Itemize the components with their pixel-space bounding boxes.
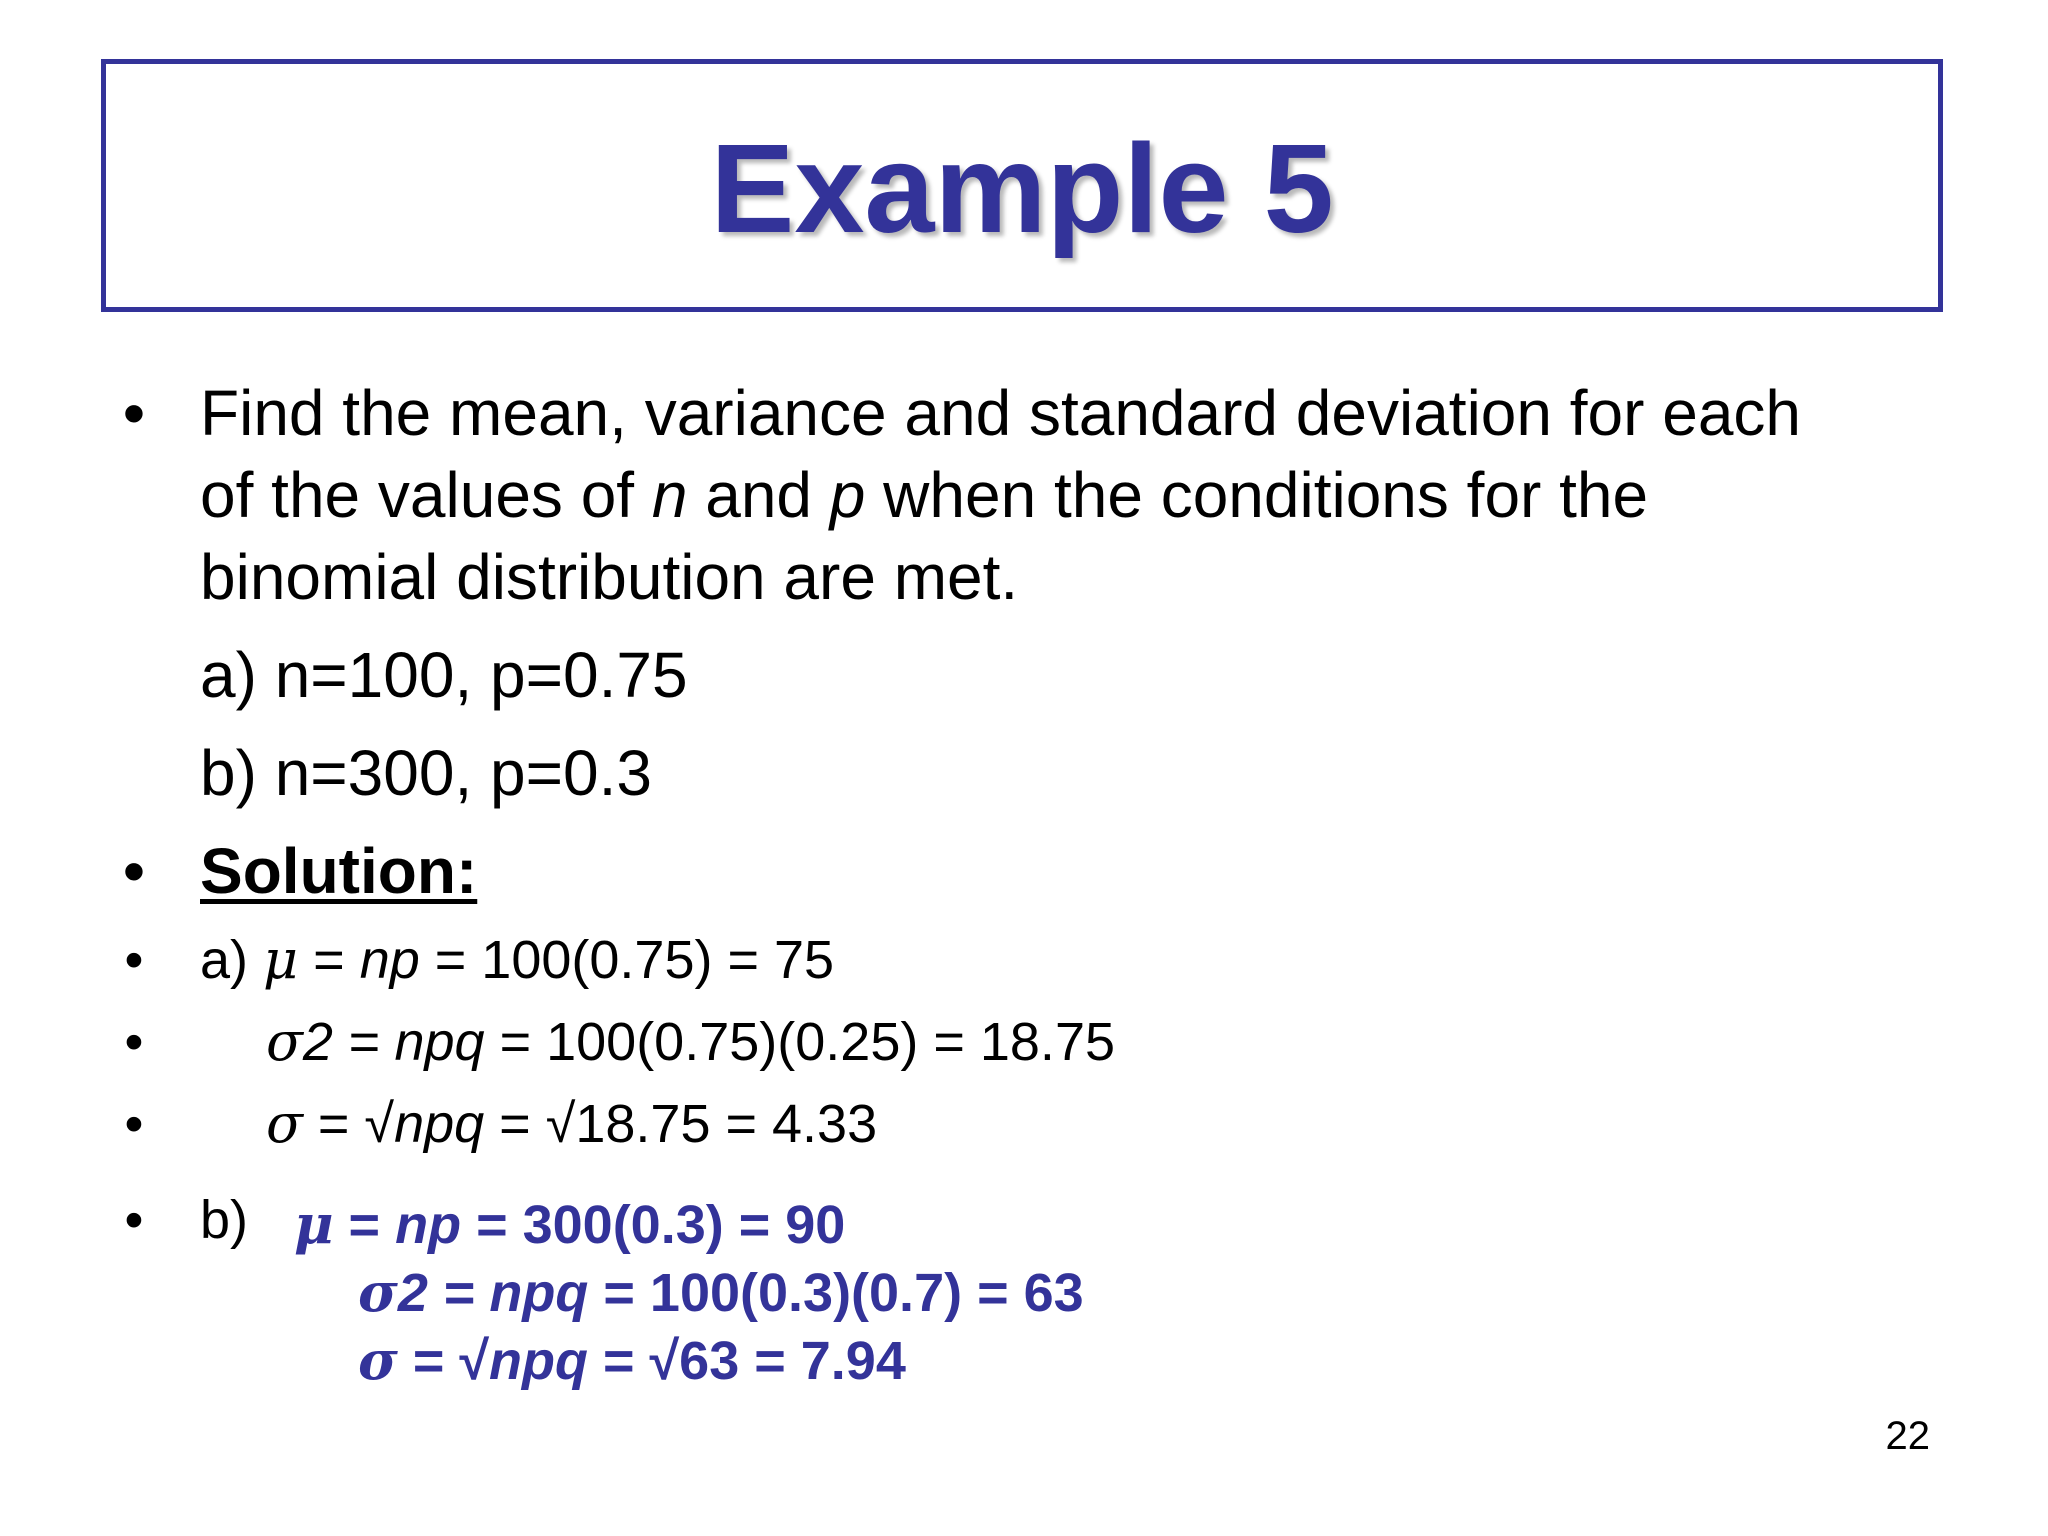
solution-a-sd: [266, 1090, 877, 1158]
problem-text: and: [687, 459, 830, 531]
title-box: [101, 59, 1943, 312]
equation-text: =: [333, 1195, 396, 1255]
solution-a-variance: [266, 1008, 1115, 1076]
npq-term: npq: [489, 1263, 589, 1323]
equation-text: = √18.75 = 4.33: [484, 1094, 878, 1154]
npq-term: npq: [489, 1331, 588, 1391]
problem-line-1: Find the mean, variance and standard deviation for each: [200, 377, 1801, 449]
problem-text: when the conditions for the: [865, 459, 1649, 531]
case-b: b) n=300, p=0.3: [200, 737, 652, 809]
np-term: np: [395, 1195, 462, 1255]
solution-b-mean: [294, 1190, 845, 1259]
equation-text: 2 =: [302, 1012, 395, 1072]
bullet: •: [124, 1012, 144, 1072]
bullet: •: [122, 377, 146, 449]
solution-label: [200, 830, 477, 912]
np-term: np: [359, 930, 420, 990]
npq-term: npq: [394, 1094, 485, 1154]
equation-text: = √: [302, 1094, 395, 1154]
equation-text: = 100(0.3)(0.7) = 63: [588, 1263, 1084, 1323]
solution-label-text: Solution:: [200, 835, 478, 907]
equation-text: = 300(0.3) = 90: [461, 1195, 846, 1255]
solution-b-variance: [358, 1258, 1084, 1327]
case-a: a) n=100, p=0.75: [200, 639, 688, 711]
npq-term: npq: [394, 1012, 485, 1072]
bullet: •: [124, 1094, 144, 1154]
var-p: p: [829, 459, 866, 531]
mu-symbol: μ: [263, 928, 299, 991]
equation-text: = 100(0.75) = 75: [419, 930, 835, 990]
solution-b-sd: [358, 1326, 906, 1395]
problem-line-2: [200, 454, 1648, 536]
case-b-prefix: b): [200, 1190, 249, 1250]
equation-text: =: [298, 930, 360, 990]
sigma-symbol: σ: [358, 1328, 398, 1392]
var-n: n: [651, 459, 688, 531]
bullet: •: [124, 930, 144, 990]
equation-text: = 100(0.75)(0.25) = 18.75: [484, 1012, 1116, 1072]
case-prefix: a): [200, 930, 264, 990]
equation-text: = √63 = 7.94: [587, 1331, 906, 1391]
equation-text: = √: [397, 1331, 490, 1391]
sigma-symbol: σ: [266, 1092, 303, 1155]
solution-a-mean: [200, 926, 834, 994]
problem-text: of the values of: [200, 459, 652, 531]
slide-title: Example 5: [710, 117, 1334, 259]
bullet: •: [124, 1190, 144, 1250]
problem-line-3: binomial distribution are met.: [200, 541, 1019, 613]
bullet: •: [122, 835, 146, 907]
equation-text: 2 =: [397, 1263, 490, 1323]
sigma-symbol: σ: [266, 1010, 303, 1073]
page-number: 22: [1885, 1414, 1930, 1458]
mu-symbol: μ: [294, 1192, 334, 1256]
sigma-symbol: σ: [358, 1260, 398, 1324]
